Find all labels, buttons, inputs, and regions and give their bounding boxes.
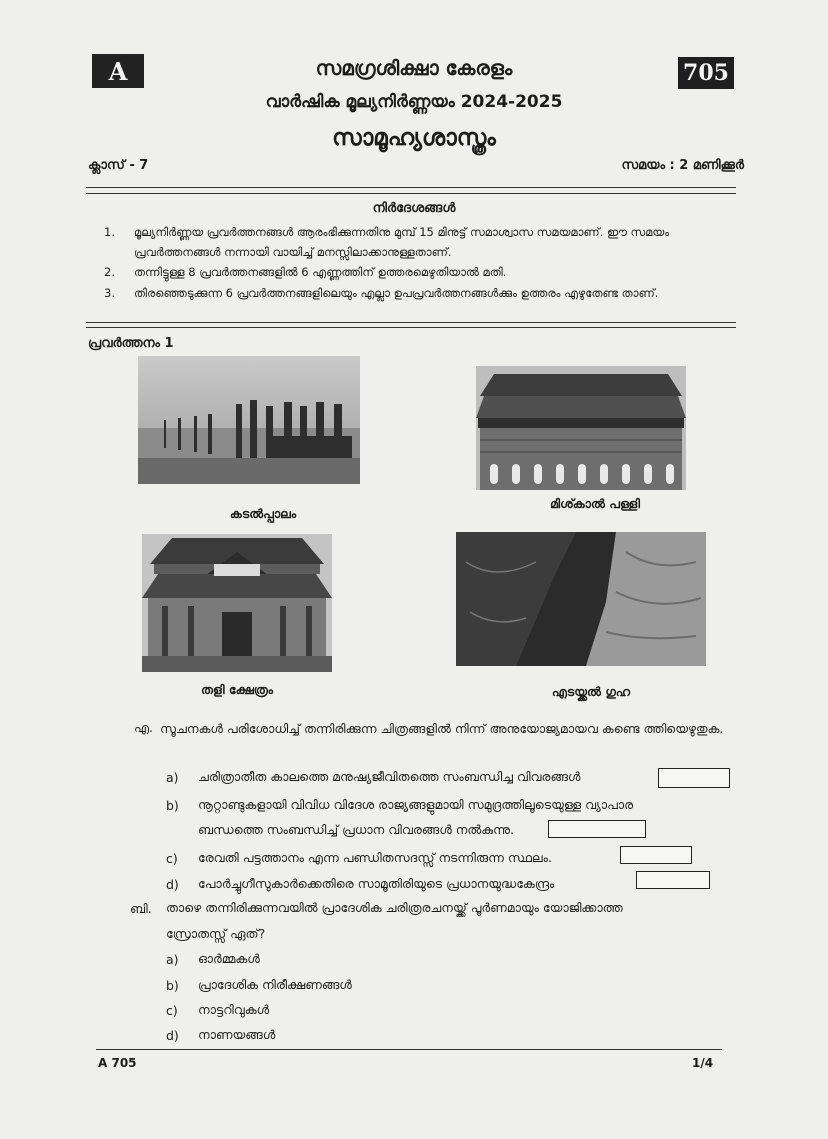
question-a-item-letter: a) — [166, 770, 179, 785]
question-b-text: താഴെ തന്നിരിക്കുന്നവയിൽ പ്രാദേശിക ചരിത്രരചനയ്ക്ക് പൂർണമായും യോജിക്കാത്ത — [166, 900, 623, 915]
footer-rule — [96, 1049, 722, 1050]
question-a-item-text: രേവതി പട്ടത്താനം എന്ന പണ്ഡിതസദസ്സ് നടന്നിരുന്ന സ്ഥലം. — [198, 850, 552, 865]
question-a-text: സൂചനകൾ പരിശോധിച്ച് തന്നിരിക്കുന്ന ചിത്രങ്ങളിൽ നിന്ന് അനുയോജ്യമായവ കണ്ടെ ത്തിയെഴുതുക. — [160, 721, 724, 736]
question-b-option-text[interactable]: നാട്ടറിവുകൾ — [198, 1002, 270, 1017]
question-b-option-letter: c) — [166, 1003, 178, 1018]
answer-box-c[interactable] — [620, 846, 692, 864]
organization-title: സമഗ്രശിക്ഷാ കേരളം — [315, 56, 513, 80]
question-b-option-letter: d) — [166, 1028, 179, 1043]
header-rule-top — [86, 187, 736, 188]
activity-title: പ്രവർത്തനം 1 — [88, 336, 174, 351]
answer-box-b[interactable] — [548, 820, 646, 838]
instruction-number: 2. — [104, 265, 115, 279]
question-b-label: ബി. — [130, 901, 152, 916]
question-a-item-text: നൂറ്റാണ്ടുകളായി വിവിധ വിദേശ രാജ്യങ്ങളുമായി സമുദ്രത്തിലൂടെയുള്ള വ്യാപാര — [198, 797, 634, 812]
temple-caption: തളി ക്ഷേത്രം — [201, 682, 273, 697]
mosque-photo — [476, 366, 686, 490]
question-b-option-text[interactable]: പ്രാദേശിക നിരീക്ഷണങ്ങൾ — [198, 977, 352, 992]
header-rule-bottom — [86, 193, 736, 194]
instruction-item — [104, 283, 764, 325]
question-b-text: സ്രോതസ്സ് ഏത്? — [166, 926, 266, 941]
mosque-caption: മിശ്കാൽ പള്ളി — [550, 496, 640, 511]
instructions-rule-bottom — [86, 327, 736, 328]
question-b-option-text[interactable]: നാണയങ്ങൾ — [198, 1027, 276, 1042]
mosque-illustration — [476, 366, 686, 490]
instruction-item — [104, 222, 764, 264]
instruction-text: തന്നിട്ടുള്ള 8 പ്രവർത്തനങ്ങളിൽ 6 എണ്ണത്തിന് ഉത്തരമെഴുതിയാൽ മതി. — [134, 265, 507, 279]
question-a-item-letter: c) — [166, 851, 178, 866]
question-a-item-letter: b) — [166, 798, 179, 813]
cave-photo — [456, 532, 706, 666]
temple-photo — [142, 534, 332, 672]
paper-number-badge: 705 — [678, 57, 734, 89]
question-b-option-letter: a) — [166, 952, 179, 967]
class-label: ക്ലാസ് - 7 — [88, 158, 149, 173]
subject-title: സാമൂഹ്യശാസ്ത്രം — [332, 125, 496, 151]
question-a-item-text: പോർച്ചുഗീസുകാർക്കെതിരെ സാമൂതിരിയുടെ പ്രധാനയുദ്ധകേന്ദ്രം — [198, 876, 555, 891]
question-a-item-text: ചരിത്രാതീത കാലത്തെ മനുഷ്യജീവിതത്തെ സംബന്ധിച്ച വിവരങ്ങൾ — [198, 769, 581, 784]
footer-code: A 705 — [98, 1056, 137, 1070]
question-a-item-text: ബന്ധത്തെ സംബന്ധിച്ച് പ്രധാന വിവരങ്ങൾ നൽകുന്നു. — [198, 822, 515, 837]
instruction-item — [104, 262, 764, 284]
cave-illustration — [456, 532, 706, 666]
temple-illustration — [142, 534, 332, 672]
pier-caption: കടൽപ്പാലം — [229, 506, 297, 521]
page-number: 1/4 — [692, 1056, 714, 1070]
question-a-label: എ. — [134, 720, 154, 735]
instructions-heading: നിർദേശങ്ങൾ — [372, 201, 456, 216]
instruction-text: മൂല്യനിർണ്ണയ പ്രവർത്തനങ്ങൾ ആരംഭിക്കുന്നതിനു മുമ്പ് 15 മിനുട്ട് സമാശ്വാസ സമയമാണ്. ഈ സമയം പ്രവർത്തനങ്ങൾ നന്നായി വായിച്ച് മനസ്സിലാക്കാനുള്ളതാണ്. — [134, 225, 670, 259]
instruction-number: 1. — [104, 225, 115, 239]
pier-illustration — [138, 356, 360, 484]
instruction-text: തിരഞ്ഞെടുക്കുന്ന 6 പ്രവർത്തനങ്ങളിലെയും എല്ലാ ഉപപ്രവർത്തനങ്ങൾക്കും ഉത്തരം എഴുതേണ്ട താണ്. — [134, 286, 659, 300]
cave-caption: എടയ്ക്കൽ ഗുഹ — [551, 684, 631, 699]
question-a-item-letter: d) — [166, 877, 179, 892]
pier-photo — [138, 356, 360, 484]
question-b-option-letter: b) — [166, 978, 179, 993]
instruction-number: 3. — [104, 286, 115, 300]
answer-box-d[interactable] — [636, 871, 710, 889]
answer-box-a[interactable] — [658, 768, 730, 788]
instructions-rule-top — [86, 322, 736, 323]
exam-title: വാർഷിക മൂല്യനിർണ്ണയം 2024-2025 — [265, 92, 563, 112]
time-label: സമയം : 2 മണിക്കൂർ — [621, 158, 744, 173]
question-b-option-text[interactable]: ഓർമ്മകൾ — [198, 951, 260, 966]
series-code-badge: A — [92, 54, 144, 88]
